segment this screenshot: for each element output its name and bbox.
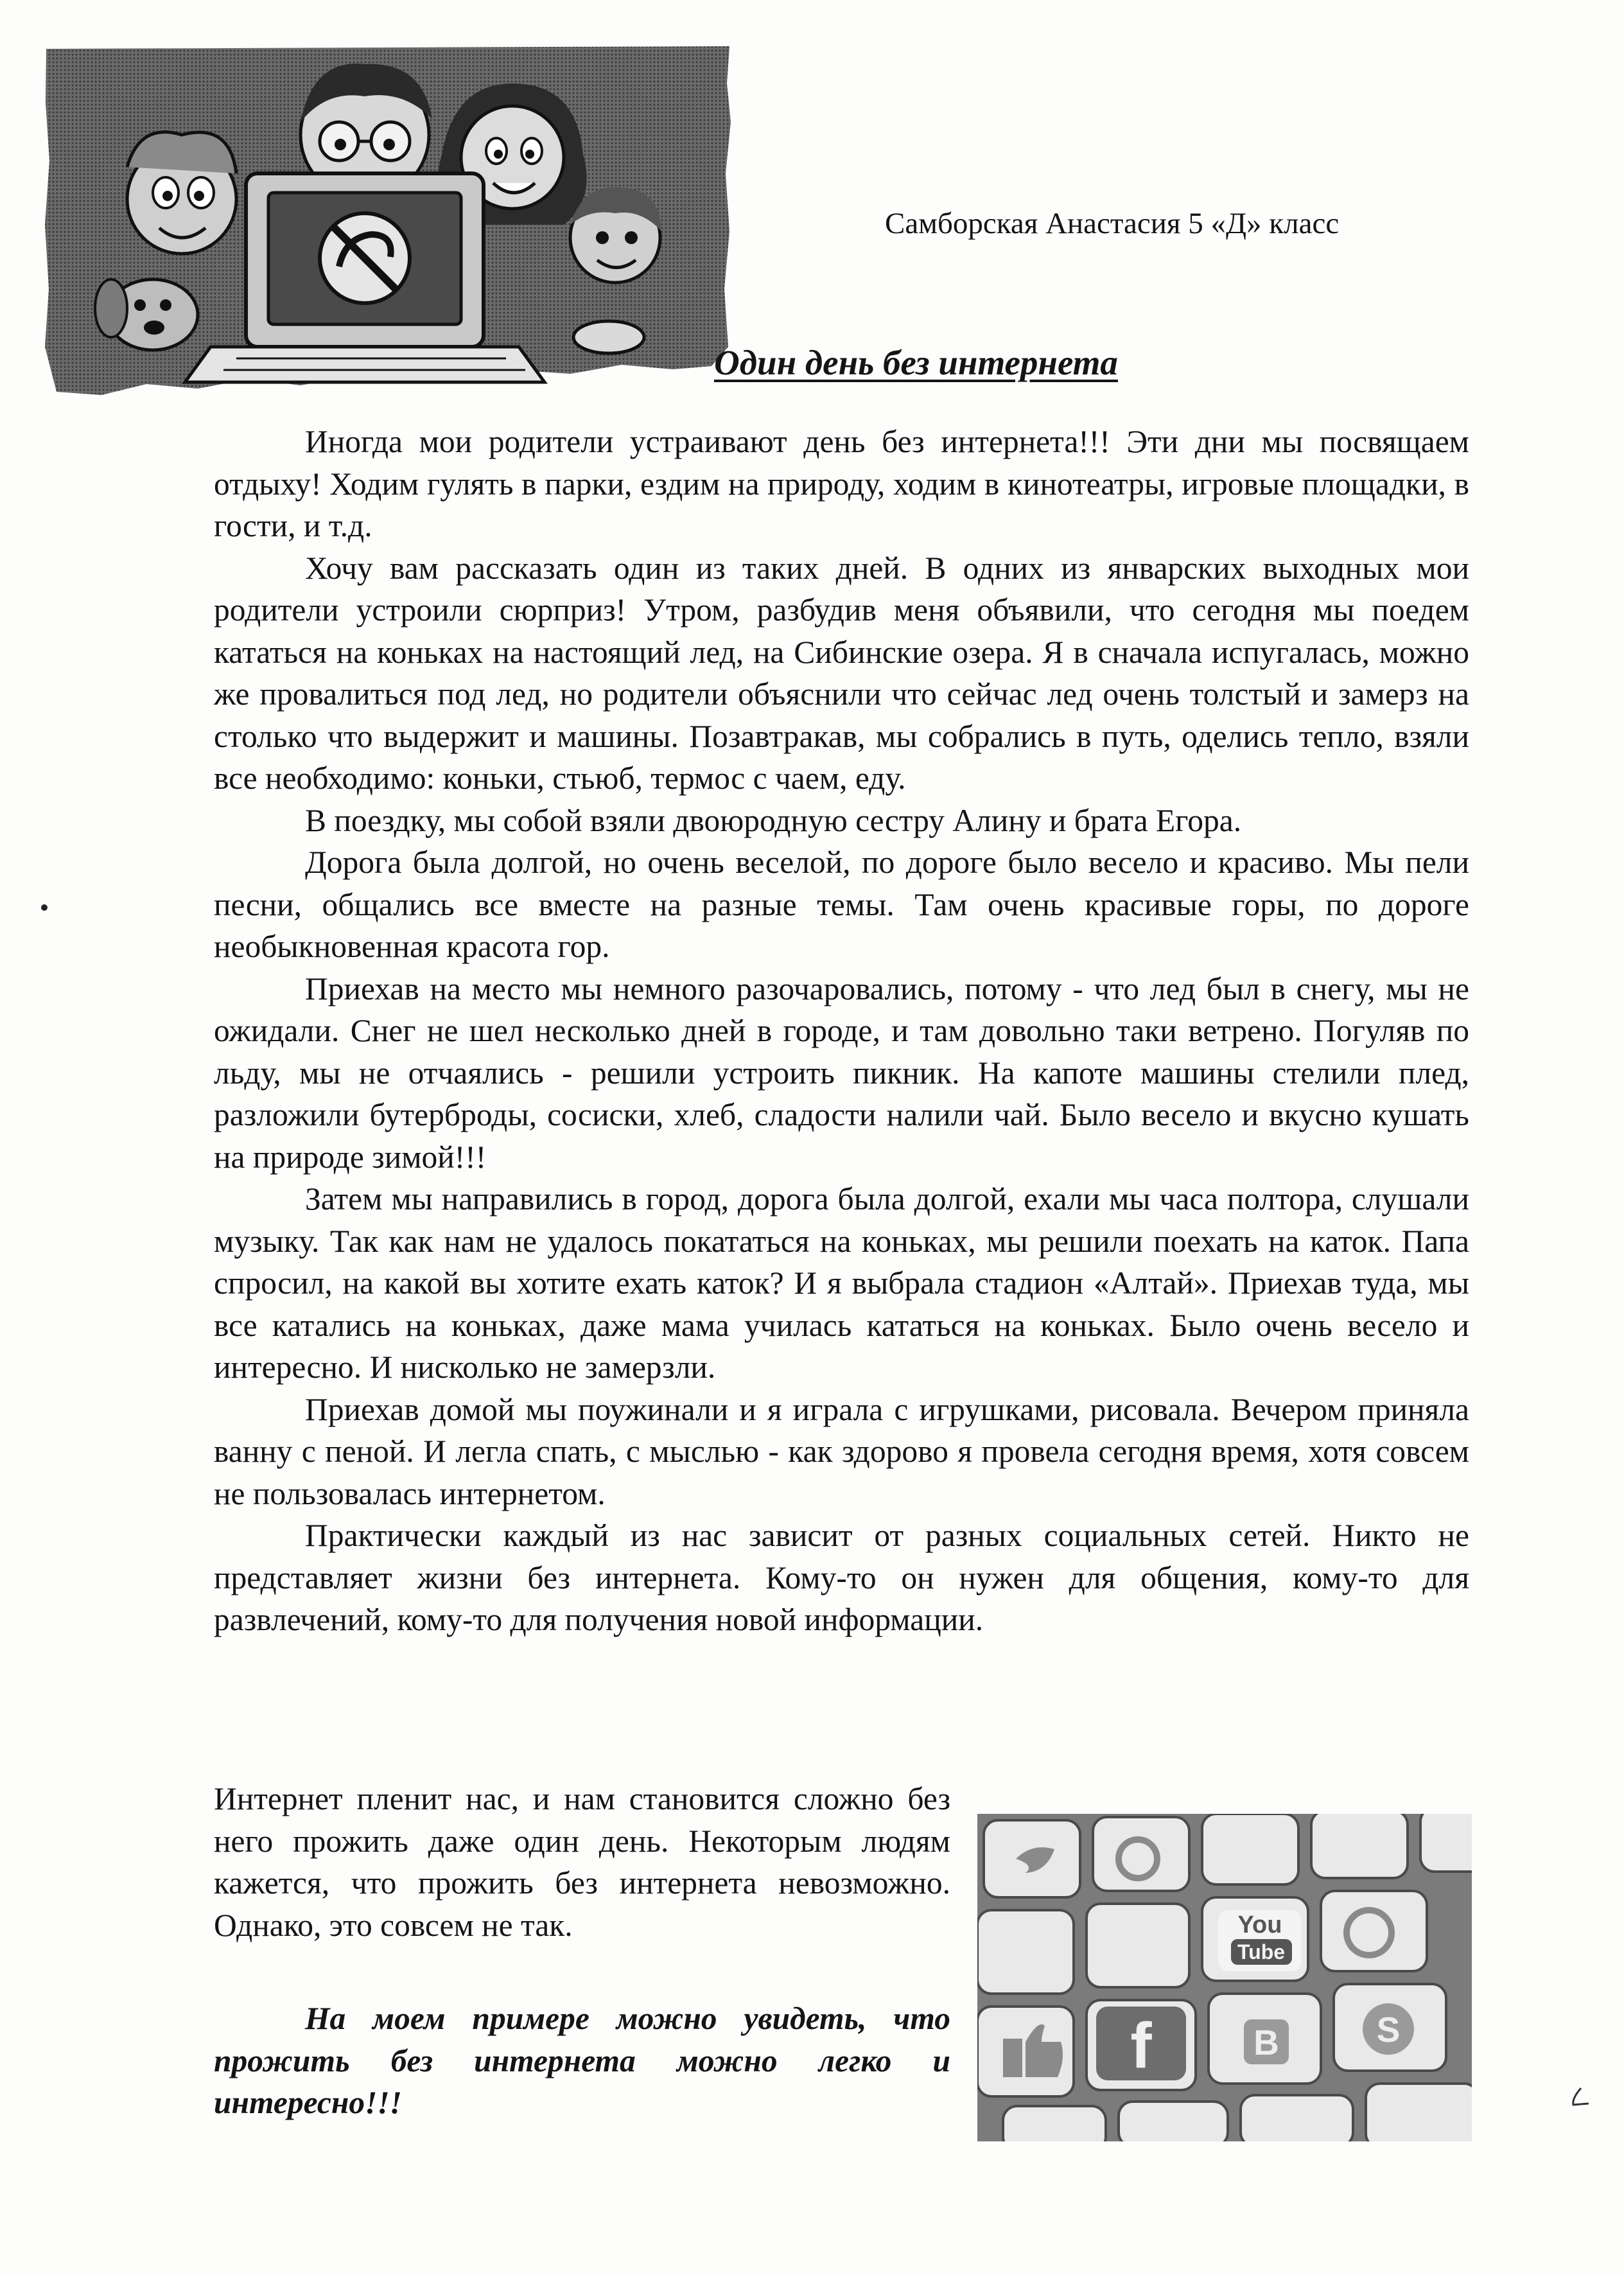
essay-body: [214, 421, 1469, 1641]
paragraph: Практически каждый из нас зависит от разных социальных сетей. Никто не представляет жизни без интернета. Кому-то он нужен для общения, кому-то для развлечений, кому-то для получения новой информации.: [214, 1518, 1469, 1637]
conclusion-text: На моем примере можно увидеть, что прожить без интернета можно легко и интересно!!!: [214, 2001, 950, 2120]
paragraph: Интернет пленит нас, и нам становится сложно без него прожить даже один день. Некоторым людям кажется, что прожить без интернета невозможно. Однако, это совсем не так.: [214, 1781, 950, 1943]
svg-text:Tube: Tube: [1237, 1940, 1286, 1963]
essay-title: Один день без интернета: [714, 343, 1118, 382]
paragraph: Приехав домой мы поужинали и я играла с игрушками, рисовала. Вечером приняла ванну с пеной. И легла спать, с мыслью - как здорово я провела сегодня время, хотя совсем не пользовалась интернетом.: [214, 1391, 1469, 1511]
family-computer-no-internet-icon: [44, 45, 734, 401]
paragraph: Хочу вам рассказать один из таких дней. В одних из январских выходных мои родители устроили сюрприз! Утром, разбудив меня объявили, что сегодня мы поедем кататься на коньках на настоящий лед, на Сибинские озера. Я в сначала испугалась, можно же провалиться под лед, но родители объяснили что сейчас лед очень толстый и замерз на столько что выдержит и машины. Позавтракав, мы собрались в путь, оделись тепло, взяли все необходимо: коньки, стьюб, термос с чаем, еду.: [214, 550, 1469, 796]
paragraph: Дорога была долгой, но очень веселой, по дороге было весело и красиво. Мы пели песни, общались все вместе на разные темы. Там очень красивые горы, по дороге необыкновенная красота гор.: [214, 845, 1469, 964]
paragraph: Иногда мои родители устраивают день без интернета!!! Эти дни мы посвящаем отдыху! Ходим гулять в парки, ездим на природу, ходим в кинотеатры, игровые площадки, в гости, и т.д.: [214, 424, 1469, 543]
social-network-keyboard-icon: [977, 1814, 1472, 2141]
author-line: Самборская Анастасия 5 «Д» класс: [885, 207, 1340, 240]
paragraph: Затем мы направились в город, дорога была долгой, ехали мы часа полтора, слушали музыку. Так как нам не удалось покататься на коньках, мы решили поехать на каток. Папа спросил, на какой вы хотите ехать каток? И я выбрала стадион «Алтай». Приехав туда, мы все катались на коньках, даже мама училась кататься на коньках. Было очень весело и интересно. И нисколько не замерзли.: [214, 1181, 1469, 1385]
svg-text:You: You: [1237, 1911, 1282, 1938]
svg-text:B: B: [1253, 2023, 1279, 2062]
svg-text:f: f: [1130, 2010, 1152, 2082]
paragraph: В поездку, мы собой взяли двоюродную сестру Алину и брата Егора.: [305, 802, 1242, 838]
pen-mark-icon: [1567, 2084, 1593, 2110]
scan-dot: [41, 904, 48, 911]
svg-text:S: S: [1376, 2010, 1401, 2050]
paragraph-beside-image: [214, 1778, 950, 1946]
paragraph: Приехав на место мы немного разочаровались, потому - что лед был в снегу, мы не ожидали. Снег не шел несколько дней в городе, и там довольно таки ветрено. Погуляв по льду, мы не отчаялись - решили устроить пикник. На капоте машины стелили плед, разложили бутерброды, сосиски, хлеб, сладости налили чай. Было весело и вкусно кушать на природе зимой!!!: [214, 971, 1469, 1175]
